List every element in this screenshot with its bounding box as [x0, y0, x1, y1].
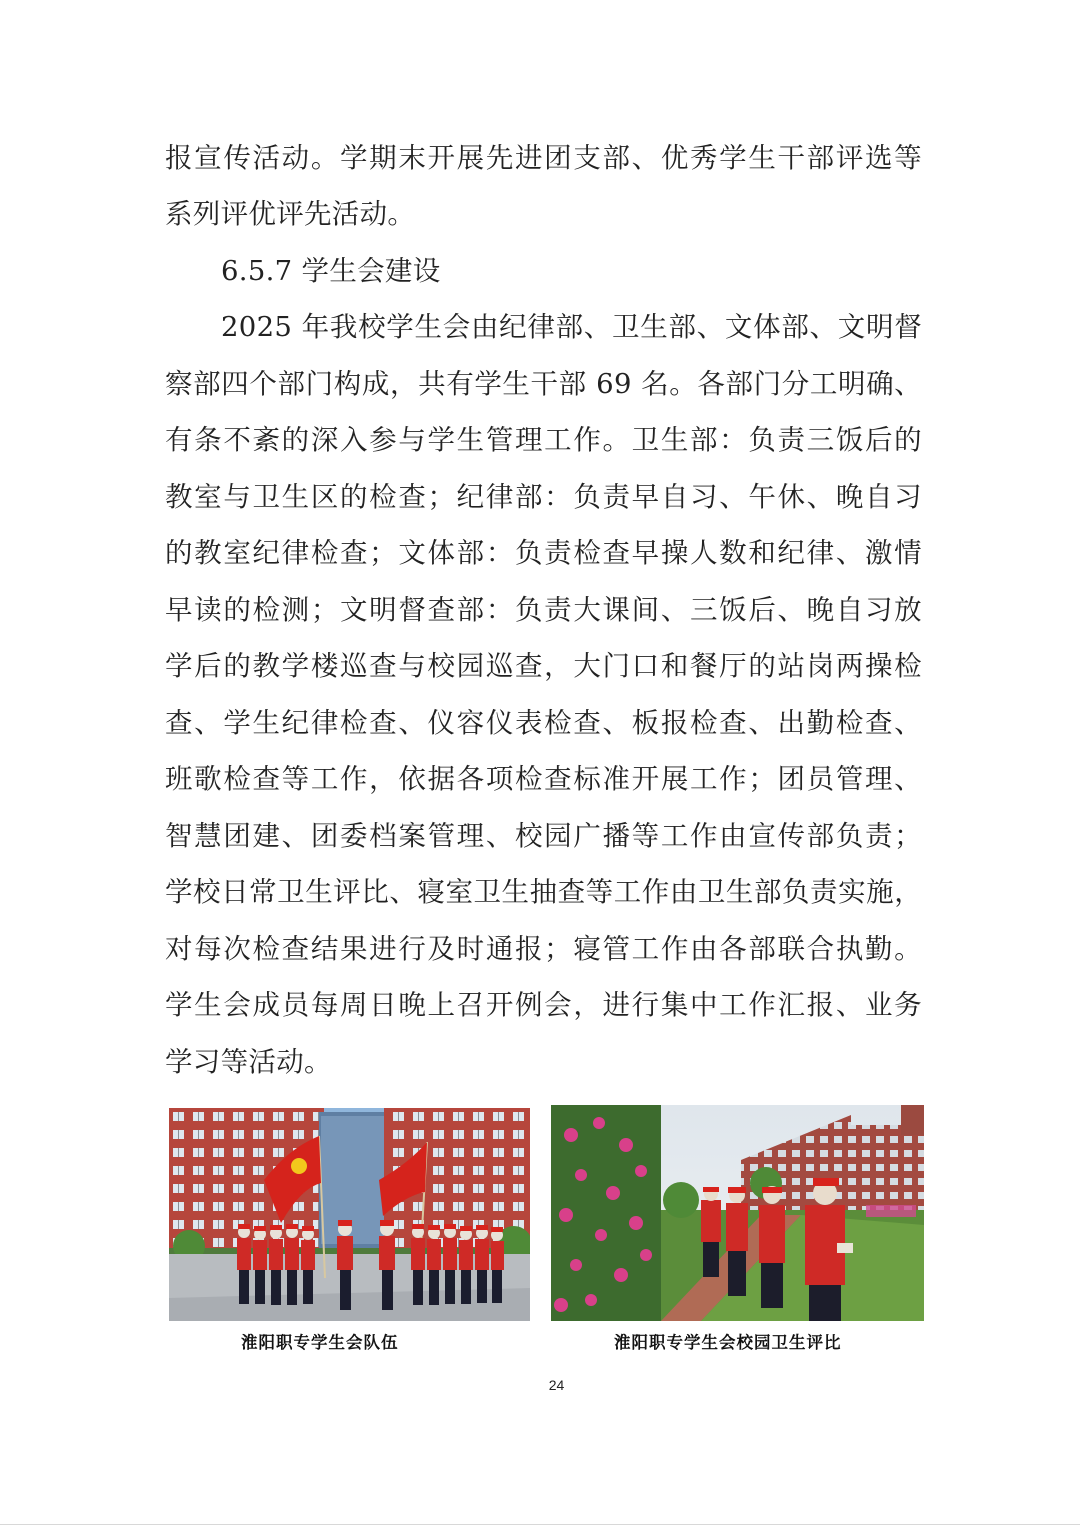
- paragraph-line: 查、学生纪律检查、仪容仪表检查、板报检查、出勤检查、: [165, 707, 922, 739]
- paragraph-line: 学生会成员每周日晚上召开例会，进行集中工作汇报、业务: [165, 989, 922, 1021]
- campus-hygiene-inspection-photo: [551, 1105, 924, 1321]
- paragraph-line: 有条不紊的深入参与学生管理工作。卫生部：负责三饭后的: [165, 424, 922, 456]
- figure-caption: 淮阳职专学生会队伍: [241, 1333, 399, 1352]
- paragraph-line: 报宣传活动。学期末开展先进团支部、优秀学生干部评选等: [165, 142, 922, 174]
- paragraph-line: 对每次检查结果进行及时通报；寝管工作由各部联合执勤。: [165, 933, 922, 965]
- figure-caption: 淮阳职专学生会校园卫生评比: [614, 1333, 842, 1352]
- paragraph-line: 的教室纪律检查；文体部：负责检查早操人数和纪律、激情: [165, 537, 922, 569]
- student-union-team-photo: [169, 1108, 530, 1321]
- paragraph-line: 学习等活动。: [165, 1046, 332, 1078]
- paragraph-line: 系列评优评先活动。: [165, 198, 416, 230]
- paragraph-line: 察部四个部门构成，共有学生干部 69 名。各部门分工明确、: [165, 368, 922, 400]
- section-heading: 6.5.7 学生会建设: [221, 255, 441, 287]
- page-number: 24: [548, 1377, 565, 1393]
- paragraph-line: 智慧团建、团委档案管理、校园广播等工作由宣传部负责；: [165, 820, 922, 852]
- paragraph-line: 学校日常卫生评比、寝室卫生抽查等工作由卫生部负责实施，: [165, 876, 922, 908]
- paragraph-line: 班歌检查等工作，依据各项检查标准开展工作；团员管理、: [165, 763, 922, 795]
- page-bottom-rule: [0, 1524, 1080, 1525]
- paragraph-line: 2025 年我校学生会由纪律部、卫生部、文体部、文明督: [221, 311, 922, 343]
- paragraph-line: 学后的教学楼巡查与校园巡查，大门口和餐厅的站岗两操检: [165, 650, 922, 682]
- paragraph-line: 早读的检测；文明督查部：负责大课间、三饭后、晚自习放: [165, 594, 922, 626]
- paragraph-line: 教室与卫生区的检查；纪律部：负责早自习、午休、晚自习: [165, 481, 922, 513]
